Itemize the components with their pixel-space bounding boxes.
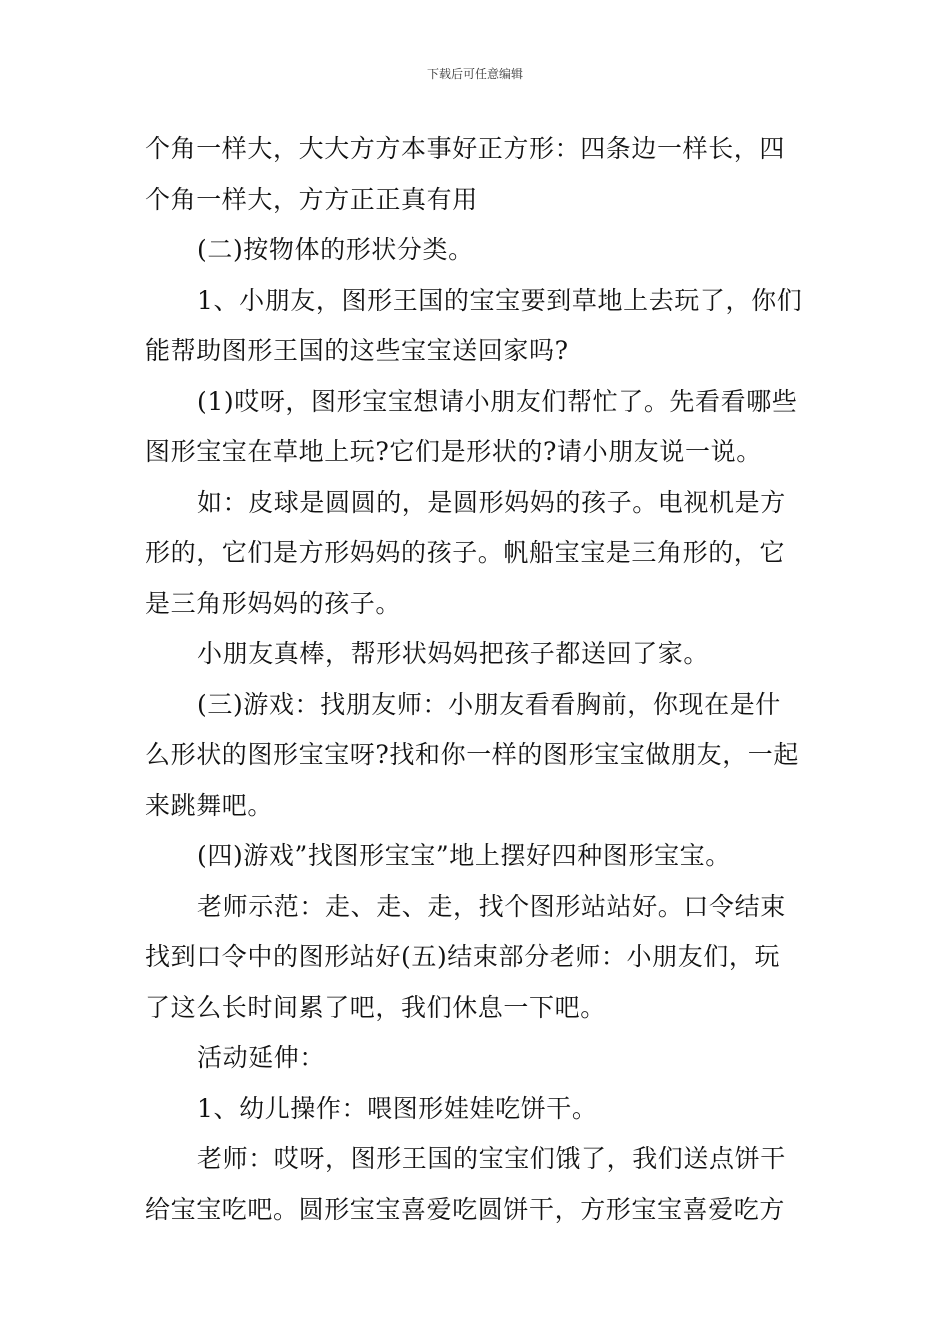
text-line: 如：皮球是圆圆的，是圆形妈妈的孩子。电视机是方	[197, 487, 786, 517]
text-line: 么形状的图形宝宝呀?找和你一样的图形宝宝做朋友，一起	[145, 740, 800, 769]
text-line: 老师示范：走、走、走，找个图形站站好。口令结束	[197, 891, 786, 921]
text-line: 老师：哎呀，图形王国的宝宝们饿了，我们送点饼干	[197, 1144, 786, 1173]
text-line: 形的，它们是方形妈妈的孩子。帆船宝宝是三角形的，它	[145, 538, 786, 567]
text-line: 个角一样大，方方正正真有用	[145, 184, 478, 214]
page-header: 下载后可任意编辑	[426, 67, 523, 81]
text-line: 了这么长时间累了吧，我们休息一下吧。	[145, 992, 606, 1022]
body-text	[145, 124, 811, 1235]
text-line: (1)哎呀，图形宝宝想请小朋友们帮忙了。先看看哪些	[197, 386, 798, 416]
text-line: (四)游戏”找图形宝宝”地上摆好四种图形宝宝。	[197, 841, 731, 870]
text-line: (二)按物体的形状分类。	[197, 235, 474, 264]
text-line: 是三角形妈妈的孩子。	[145, 588, 402, 618]
text-line: 给宝宝吃吧。圆形宝宝喜爱吃圆饼干，方形宝宝喜爱吃方	[145, 1194, 786, 1224]
text-line: 找到口令中的图形站好(五)结束部分老师：小朋友们，玩	[145, 942, 781, 971]
text-line: 能帮助图形王国的这些宝宝送回家吗?	[145, 336, 569, 365]
text-line: 活动延伸：	[197, 1043, 326, 1072]
text-line: 1、小朋友，图形王国的宝宝要到草地上去玩了，你们	[197, 285, 803, 315]
text-line: 1、幼儿操作：喂图形娃娃吃饼干。	[197, 1093, 598, 1123]
text-line: 个角一样大，大大方方本事好正方形：四条边一样长，四	[145, 134, 786, 163]
text-line: 小朋友真棒，帮形状妈妈把孩子都送回了家。	[197, 639, 710, 668]
text-line: (三)游戏：找朋友师：小朋友看看胸前，你现在是什	[197, 689, 781, 719]
text-line: 图形宝宝在草地上玩?它们是形状的?请小朋友说一说。	[145, 437, 762, 466]
text-line: 来跳舞吧。	[145, 790, 274, 820]
